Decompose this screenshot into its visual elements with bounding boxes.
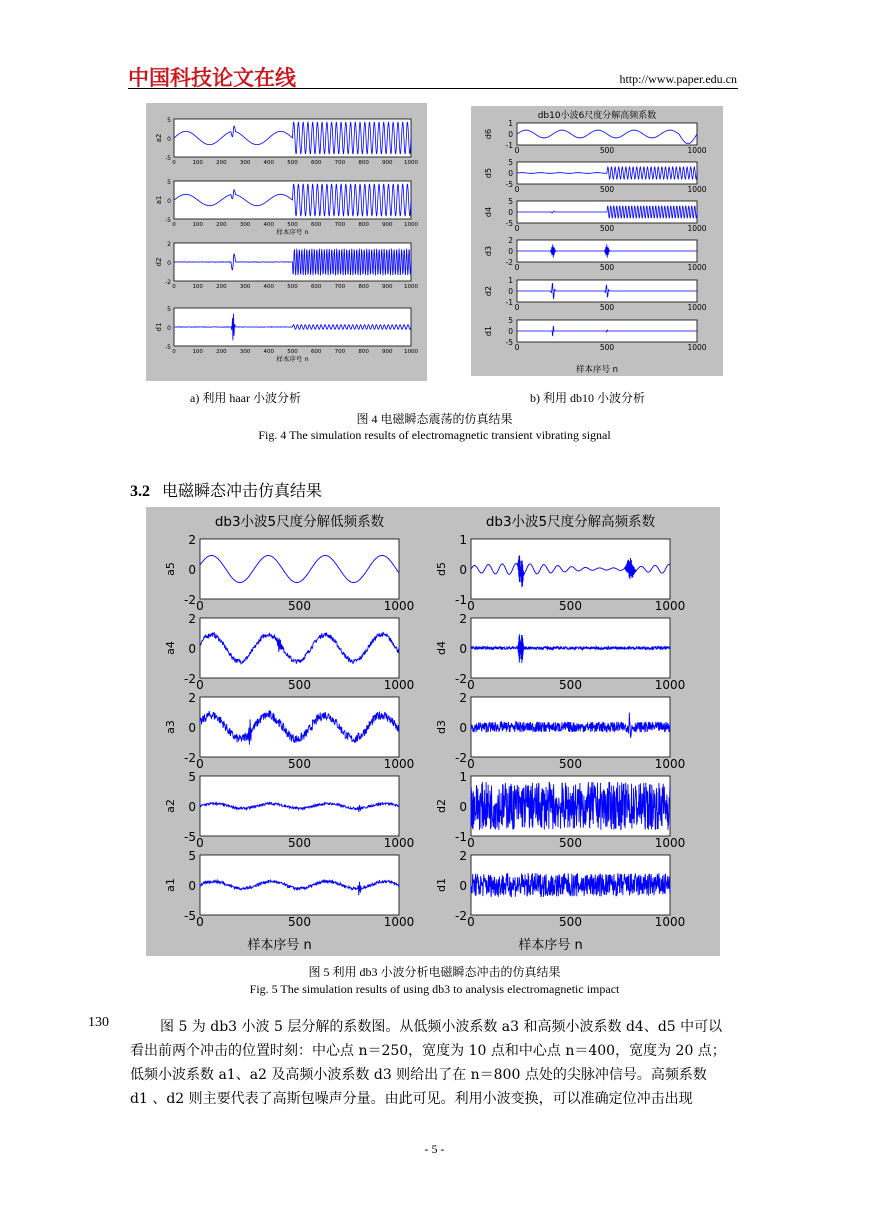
- figure4a-caption: a) 利用 haar 小波分析: [190, 391, 301, 405]
- x-tick-label: 500: [599, 343, 615, 352]
- x-tick-label: 500: [599, 303, 615, 312]
- x-tick-label: 0: [196, 915, 204, 929]
- figure4-right-panel: [471, 106, 723, 376]
- x-tick-label: 0: [514, 343, 520, 352]
- y-tick-label: -5: [184, 909, 196, 923]
- panel-label: d3: [484, 245, 493, 257]
- x-tick-label: 0: [172, 160, 176, 166]
- y-tick-label: -1: [505, 298, 513, 307]
- site-logo: 中国科技论文在线: [128, 66, 296, 90]
- header-url[interactable]: http://www.paper.edu.cn: [619, 72, 737, 86]
- y-tick-label: -1: [455, 830, 467, 844]
- panel-label: d1: [435, 878, 448, 892]
- y-tick-label: 0: [188, 800, 196, 814]
- y-tick-label: -1: [505, 141, 513, 150]
- y-tick-label: 0: [508, 287, 513, 296]
- y-tick-label: 2: [459, 849, 467, 863]
- x-tick-label: 1000: [404, 284, 418, 290]
- y-tick-label: -5: [505, 180, 513, 189]
- y-tick-label: 2: [188, 533, 196, 547]
- x-tick-label: 0: [196, 757, 204, 771]
- x-tick-label: 500: [599, 263, 615, 272]
- x-tick-label: 900: [382, 222, 393, 228]
- y-tick-label: 2: [459, 691, 467, 705]
- x-axis-label: 样本序号 n: [276, 228, 309, 236]
- y-tick-label: 2: [459, 612, 467, 626]
- x-tick-label: 1000: [687, 185, 707, 194]
- x-tick-label: 0: [514, 224, 520, 233]
- plot-title: db3小波5尺度分解低频系数: [214, 514, 385, 530]
- x-tick-label: 200: [216, 349, 227, 355]
- y-tick-label: 0: [508, 169, 513, 178]
- x-tick-label: 300: [239, 349, 251, 355]
- y-tick-label: 0: [508, 247, 513, 256]
- y-tick-label: 1: [459, 770, 467, 784]
- x-tick-label: 0: [467, 836, 475, 850]
- x-tick-label: 800: [358, 160, 369, 166]
- plot-title: db3小波5尺度分解高频系数: [485, 514, 656, 530]
- y-tick-label: 0: [459, 642, 467, 656]
- y-tick-label: 5: [508, 197, 513, 206]
- panel-label: d2: [484, 285, 493, 297]
- y-tick-label: -5: [505, 338, 513, 347]
- x-tick-label: 500: [287, 284, 298, 290]
- header-rule: [128, 88, 738, 89]
- y-tick-label: 0: [188, 642, 196, 656]
- x-tick-label: 900: [382, 349, 393, 355]
- x-tick-label: 500: [559, 757, 582, 771]
- y-tick-label: 5: [167, 179, 171, 186]
- x-tick-label: 1000: [654, 757, 686, 771]
- x-tick-label: 500: [559, 678, 582, 692]
- x-tick-label: 500: [287, 349, 298, 355]
- panel-label: d3: [435, 720, 448, 734]
- plot-axes: [200, 618, 399, 678]
- panel-label: a1: [155, 195, 163, 205]
- x-tick-label: 800: [358, 284, 369, 290]
- y-tick-label: 0: [508, 130, 513, 139]
- x-tick-label: 1000: [404, 222, 418, 228]
- x-tick-label: 600: [310, 284, 322, 290]
- x-tick-label: 100: [192, 160, 203, 166]
- y-tick-label: 0: [167, 325, 171, 332]
- figure5-caption-en: Fig. 5 The simulation results of using db3 to analysis electromagnetic impact: [249, 982, 620, 996]
- x-tick-label: 500: [288, 678, 311, 692]
- x-tick-label: 1000: [383, 757, 415, 771]
- x-tick-label: 500: [288, 836, 311, 850]
- y-tick-label: -2: [184, 751, 196, 765]
- panel-label: d4: [435, 641, 448, 655]
- x-tick-label: 1000: [383, 836, 415, 850]
- x-tick-label: 800: [358, 349, 369, 355]
- y-tick-label: 5: [508, 158, 513, 167]
- x-axis-label: 样本序号 n: [575, 365, 619, 375]
- y-tick-label: -5: [505, 219, 513, 228]
- y-tick-label: 0: [459, 721, 467, 735]
- section-number: 3.2: [130, 483, 150, 500]
- y-tick-label: 5: [188, 849, 196, 863]
- y-tick-label: 0: [167, 136, 171, 143]
- y-tick-label: 0: [459, 563, 467, 577]
- x-tick-label: 700: [334, 284, 346, 290]
- x-tick-label: 300: [239, 284, 251, 290]
- y-tick-label: -2: [165, 279, 171, 286]
- x-tick-label: 1000: [654, 915, 686, 929]
- y-tick-label: -1: [455, 593, 467, 607]
- plot-title: db10小波6尺度分解高频系数: [537, 111, 657, 121]
- x-tick-label: 0: [467, 678, 475, 692]
- section-title: 电磁瞬态冲击仿真结果: [162, 481, 323, 500]
- y-tick-label: 0: [459, 800, 467, 814]
- y-tick-label: -5: [165, 217, 171, 224]
- x-tick-label: 500: [599, 146, 615, 155]
- y-tick-label: 0: [188, 563, 196, 577]
- panel-label: a2: [164, 799, 177, 813]
- y-tick-label: 1: [508, 276, 513, 285]
- y-tick-label: 0: [188, 721, 196, 735]
- figure5-plot: [146, 507, 720, 956]
- x-tick-label: 500: [287, 160, 298, 166]
- x-tick-label: 1000: [687, 303, 707, 312]
- y-tick-label: -2: [505, 258, 513, 267]
- y-tick-label: 5: [167, 306, 171, 313]
- y-tick-label: 0: [188, 879, 196, 893]
- x-tick-label: 1000: [383, 678, 415, 692]
- y-tick-label: -2: [455, 751, 467, 765]
- x-tick-label: 500: [288, 757, 311, 771]
- x-tick-label: 400: [263, 222, 275, 228]
- y-tick-label: 2: [188, 612, 196, 626]
- x-tick-label: 500: [288, 915, 311, 929]
- panel-label: d1: [484, 325, 493, 337]
- x-tick-label: 1000: [687, 263, 707, 272]
- x-tick-label: 600: [310, 160, 322, 166]
- y-tick-label: 2: [167, 241, 171, 248]
- line-number: 130: [88, 1015, 109, 1030]
- y-tick-label: 5: [508, 316, 513, 325]
- panel-label: a1: [164, 878, 177, 892]
- y-tick-label: 2: [188, 691, 196, 705]
- y-tick-label: -5: [165, 155, 171, 162]
- y-tick-label: -2: [455, 909, 467, 923]
- panel-label: d2: [435, 799, 448, 813]
- figure4b-caption: b) 利用 db10 小波分析: [530, 391, 645, 405]
- y-tick-label: 0: [167, 198, 171, 205]
- figure5-panel: [146, 507, 720, 956]
- y-tick-label: -5: [184, 830, 196, 844]
- y-tick-label: 0: [508, 327, 513, 336]
- x-tick-label: 0: [172, 284, 176, 290]
- y-tick-label: 1: [459, 533, 467, 547]
- x-tick-label: 1000: [687, 343, 707, 352]
- y-tick-label: -2: [184, 672, 196, 686]
- figure4-caption-cn: 图 4 电磁瞬态震荡的仿真结果: [356, 412, 513, 426]
- x-tick-label: 500: [287, 222, 298, 228]
- x-axis-label: 样本序号 n: [247, 938, 312, 953]
- x-tick-label: 1000: [404, 160, 418, 166]
- x-tick-label: 0: [467, 757, 475, 771]
- x-tick-label: 500: [559, 915, 582, 929]
- paragraph-line: 图 5 为 db3 小波 5 层分解的系数图。从低频小波系数 a3 和高频小波系数 d4、d5 中可以: [160, 1019, 723, 1035]
- plot-axes: [200, 539, 399, 599]
- x-tick-label: 900: [382, 284, 393, 290]
- x-tick-label: 300: [239, 160, 251, 166]
- x-tick-label: 0: [196, 599, 204, 613]
- panel-label: d5: [435, 562, 448, 576]
- x-tick-label: 600: [310, 349, 322, 355]
- x-tick-label: 500: [559, 599, 582, 613]
- x-tick-label: 0: [467, 915, 475, 929]
- figure4-right-plot: [471, 106, 723, 376]
- y-tick-label: 0: [459, 879, 467, 893]
- y-tick-label: 5: [167, 117, 171, 124]
- x-tick-label: 1000: [654, 836, 686, 850]
- panel-label: d5: [484, 167, 493, 179]
- x-tick-label: 1000: [404, 349, 418, 355]
- x-tick-label: 0: [514, 263, 520, 272]
- y-tick-label: 1: [508, 119, 513, 128]
- y-tick-label: -5: [165, 344, 171, 351]
- x-tick-label: 0: [172, 349, 176, 355]
- x-tick-label: 200: [216, 160, 227, 166]
- y-tick-label: 2: [508, 236, 513, 245]
- y-tick-label: 0: [167, 260, 171, 267]
- x-tick-label: 300: [239, 222, 251, 228]
- x-tick-label: 0: [514, 303, 520, 312]
- x-tick-label: 700: [334, 349, 346, 355]
- x-tick-label: 1000: [687, 224, 707, 233]
- x-tick-label: 600: [310, 222, 322, 228]
- x-tick-label: 0: [196, 836, 204, 850]
- x-tick-label: 1000: [654, 678, 686, 692]
- panel-label: a3: [164, 720, 177, 734]
- figure5-caption-cn: 图 5 利用 db3 小波分析电磁瞬态冲击的仿真结果: [308, 965, 561, 979]
- x-tick-label: 1000: [383, 599, 415, 613]
- y-tick-label: 5: [188, 770, 196, 784]
- panel-label: d4: [484, 206, 493, 218]
- x-tick-label: 0: [467, 599, 475, 613]
- panel-label: a4: [164, 641, 177, 655]
- y-tick-label: -2: [455, 672, 467, 686]
- x-tick-label: 1000: [654, 599, 686, 613]
- x-tick-label: 800: [358, 222, 369, 228]
- x-tick-label: 500: [288, 599, 311, 613]
- x-tick-label: 500: [599, 224, 615, 233]
- x-tick-label: 700: [334, 222, 346, 228]
- x-tick-label: 1000: [687, 146, 707, 155]
- section-heading: [130, 478, 322, 501]
- x-tick-label: 0: [514, 185, 520, 194]
- x-axis-label: 样本序号 n: [518, 938, 583, 953]
- y-tick-label: -2: [184, 593, 196, 607]
- x-tick-label: 500: [559, 836, 582, 850]
- x-tick-label: 400: [263, 284, 275, 290]
- x-tick-label: 700: [334, 160, 346, 166]
- figure4-left-plot: [146, 103, 427, 381]
- paragraph-line: 看出前两个冲击的位置时刻：中心点 n＝250，宽度为 10 点和中心点 n＝400，宽度为 20 点；: [130, 1043, 726, 1059]
- panel-label: d1: [155, 322, 163, 332]
- figure4-left-panel: [146, 103, 427, 381]
- y-tick-label: 0: [508, 208, 513, 217]
- x-axis-label: 样本序号 n: [276, 355, 309, 363]
- x-tick-label: 900: [382, 160, 393, 166]
- figure4-caption-en: Fig. 4 The simulation results of electromagnetic transient vibrating signal: [258, 428, 611, 442]
- x-tick-label: 0: [196, 678, 204, 692]
- x-tick-label: 0: [514, 146, 520, 155]
- x-tick-label: 500: [599, 185, 615, 194]
- x-tick-label: 0: [172, 222, 176, 228]
- panel-label: a2: [155, 133, 163, 143]
- body-paragraph: [130, 1015, 740, 1111]
- panel-label: d2: [155, 257, 163, 267]
- x-tick-label: 400: [263, 349, 275, 355]
- plot-axes: [471, 539, 670, 599]
- paragraph-line: 低频小波系数 a1、a2 及高频小波系数 d3 则给出了在 n＝800 点处的尖脉冲信号。高频系数: [130, 1067, 707, 1083]
- panel-label: d6: [484, 128, 493, 140]
- paragraph-line: d1 、d2 则主要代表了高斯包噪声分量。由此可见。利用小波变换，可以准确定位冲击出现: [130, 1091, 693, 1107]
- x-tick-label: 1000: [383, 915, 415, 929]
- x-tick-label: 100: [192, 284, 203, 290]
- x-tick-label: 200: [216, 222, 227, 228]
- page-number: - 5 -: [424, 1142, 445, 1156]
- panel-label: a5: [164, 562, 177, 576]
- x-tick-label: 400: [263, 160, 275, 166]
- x-tick-label: 100: [192, 222, 203, 228]
- x-tick-label: 100: [192, 349, 203, 355]
- x-tick-label: 200: [216, 284, 227, 290]
